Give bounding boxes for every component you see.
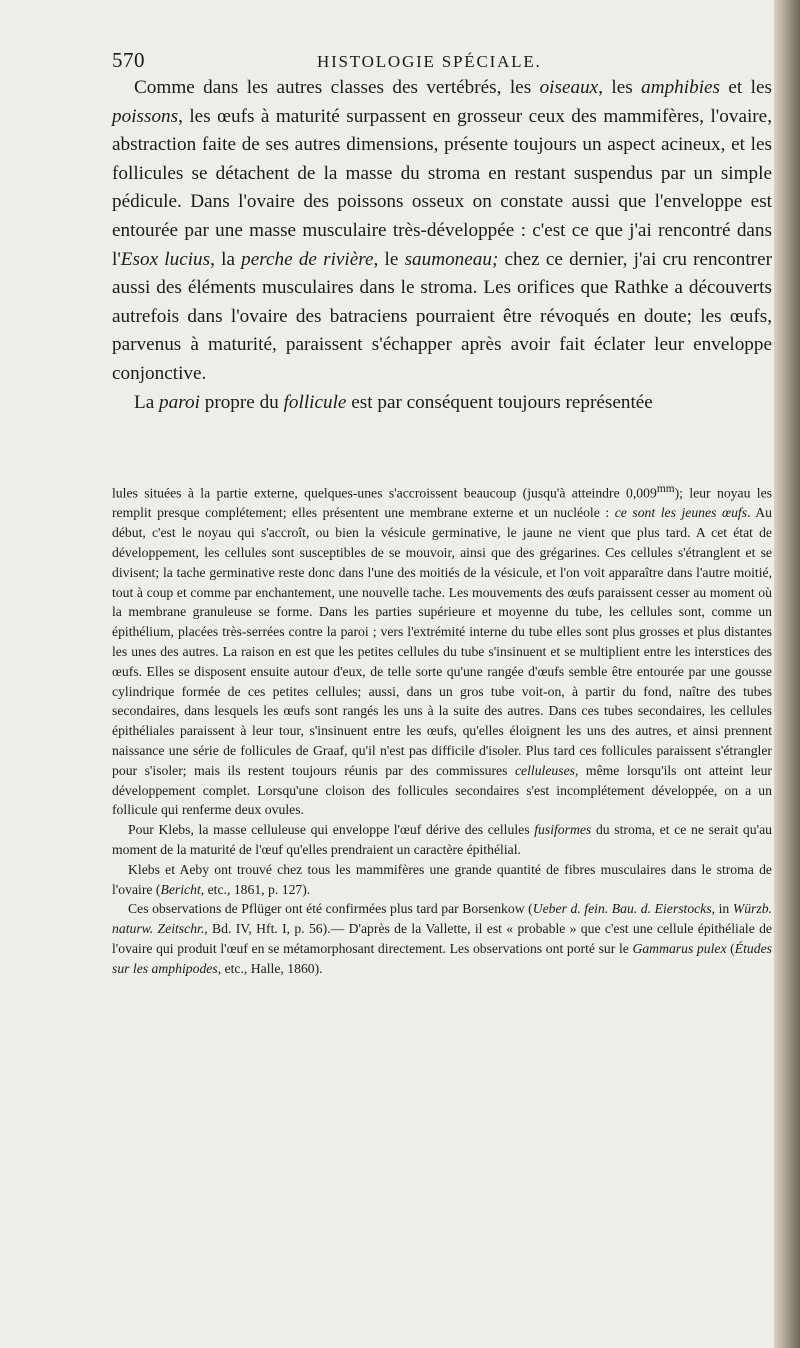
paragraph-follicle-wall: La paroi propre du follicule est par conséquent toujours représentée bbox=[134, 391, 653, 413]
paragraph-ovary-vertebrates: Comme dans les autres classes des vertébrés, les oiseaux, les amphibies et les poissons, les œufs à maturité surpassent en grosseur ceux des mammifères, l'ovaire, abstraction faite de ses autres dimensions, présente toujours un aspect acineux, et les follicules se détachent de la masse du stroma en restant suspendus par un simple pédicule. Dans l'ovaire des poissons osseux on constate aussi que l'enveloppe est entourée par une masse musculaire très-développée : c'est ce que j'ai rencontré dans l'Esox lucius, la perche de rivière, le saumoneau; chez ce dernier, j'ai cru rencontrer aussi des éléments musculaires dans le stroma. Les orifices que Rathke a découverts autrefois dans l'ovaire des batraciens pourraient être révoqués en doute; les œufs, parvenus à maturité, paraissent s'échapper après avoir fait éclater leur enveloppe conjonctive. bbox=[112, 77, 772, 384]
footnote-klebs: Pour Klebs, la masse celluleuse qui enveloppe l'œuf dérive des cellules fusiformes du stroma, et ce ne serait qu'au moment de la maturité de l'œuf qu'elles prendraient un caractère épithélial. bbox=[112, 822, 772, 857]
page-header bbox=[112, 48, 772, 74]
page-number: 570 bbox=[112, 48, 145, 72]
book-binding-edge bbox=[774, 0, 800, 1348]
footnote-pfluger: Ces observations de Pflüger ont été confirmées plus tard par Borsenkow (Ueber d. fein. Bau. d. Eierstocks, in Würzb. naturw. Zeitschr., Bd. IV, Hft. I, p. 56).— D'après de la Vallette, il est « probable » que c'est une cellule épithéliale de l'ovaire qui produit l'œuf en se métamorphosant directement. Les observations ont porté sur le Gammarus pulex (Études sur les amphipodes, etc., Halle, 1860). bbox=[112, 901, 773, 976]
footnote-continuation: lules situées à la partie externe, quelques-unes s'accroissent beaucoup (jusqu'à atteindre $0,009^{mm}$); leur noyau les remplit presque complétement; elles présentent une membrane externe et un nucléole : ce sont les jeunes œufs. Au début, c'est le noyau qui s'accroît, ou bien la vésicule germinative, le jaune ne vient que plus tard. A cet état de développement, les cellules sont susceptibles de se mouvoir, ainsi que des grégarines. Ces cellules s'étranglent et se divisent; la tache germinative reste donc dans l'une des moitiés de la vésicule, et l'on voit apparaître dans l'autre moitié, tout à coup et comme par enchantement, une nouvelle tache. Les mouvements des œufs paraissent cesser au moment où la membrane granuleuse se forme. Dans les parties supérieure et moyenne du tube, les cellules sont, comme un épithélium, placées très-serrées contre la paroi ; vers l'extrémité interne du tube elles sont plus grosses et plus distantes les unes des autres. La raison en est que les petites cellules du tube s'insinuent et se multiplient entre les interstices des œufs. Elles se disposent ensuite autour d'eux, de telle sorte qu'une rangée d'œufs semble être entourée par une gousse cylindrique formée de ces petites cellules; aussi, dans un gros tube voit-on, à partir du fond, naître des tubes secondaires, dans lesquels les œufs sont rangés les uns à la suite des autres. Dans ces tubes secondaires, les cellules épithéliales paraissent à leur tour, s'insinuent entre les œufs, qu'elles éloignent les uns des autres, et ainsi prennent naissance une série de follicules de Graaf, qu'il n'est pas difficile d'isoler. Plus tard ces follicules paraissent s'étrangler pour s'isoler; mais ils restent toujours réunis par des commissures celluleuses, même lorsqu'ils ont atteint leur développement complet. Lorsqu'une cloison des follicules secondaires s'est incomplétement développée, on a un follicule qui renferme deux ovules. bbox=[112, 483, 772, 818]
running-title: HISTOLOGIE SPÉCIALE. bbox=[317, 52, 542, 71]
footnote-klebs-aeby: Klebs et Aeby ont trouvé chez tous les mammifères une grande quantité de fibres musculaires dans le stroma de l'ovaire (Bericht, etc., 1861, p. 127). bbox=[112, 861, 772, 897]
main-text bbox=[112, 74, 772, 417]
footnotes bbox=[112, 480, 772, 978]
